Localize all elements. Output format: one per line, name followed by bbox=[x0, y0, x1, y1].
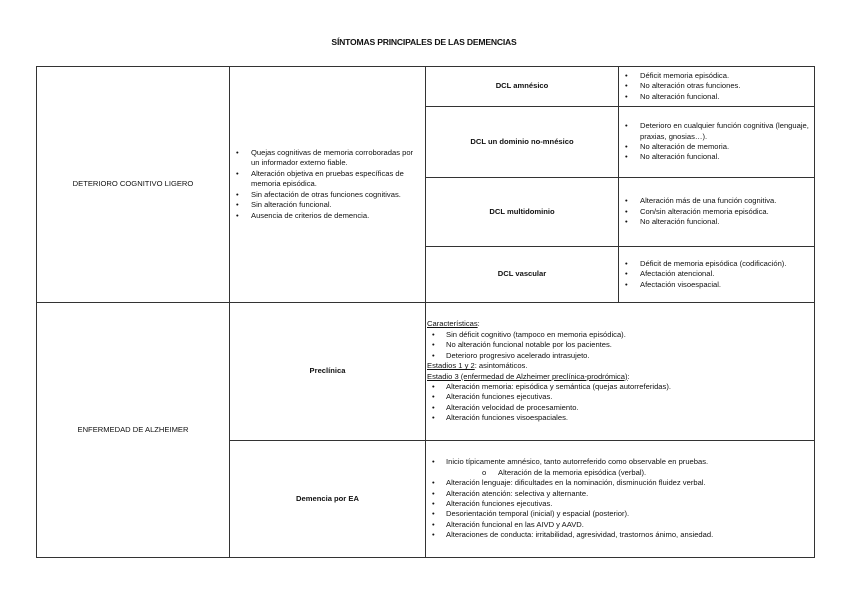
list-item: o Alteración de la memoria episódica (verbal). bbox=[426, 468, 814, 478]
subtype-name-cell bbox=[426, 178, 619, 247]
estadios12-heading: Estadios 1 y 2 bbox=[427, 361, 475, 371]
list-item: • Déficit memoria episódica. bbox=[619, 71, 812, 81]
list-item: • Alteración funciones ejecutivas. bbox=[426, 392, 812, 402]
subtype-name: DCL vascular bbox=[497, 269, 547, 279]
subtype-name: DCL multidominio bbox=[489, 206, 555, 216]
list-item: • No alteración funcional notable por los pacientes. bbox=[426, 340, 812, 350]
subtype-name: DCL un dominio no-mnésico bbox=[470, 136, 574, 146]
list-item: • Alteración funcional en las AIVD y AAVD. bbox=[426, 520, 812, 530]
stage-name-cell bbox=[230, 441, 426, 558]
stage-name-cell bbox=[230, 303, 426, 441]
list-item: • Alteración lenguaje: dificultades en la nominación, disminución fluidez verbal. bbox=[426, 478, 812, 488]
list-item: • Inicio típicamente amnésico, tanto autorreferido como observable en pruebas. bbox=[426, 457, 812, 467]
list-item: • Alteración atención: selectiva y alternante. bbox=[426, 489, 812, 499]
subtype-items-cell bbox=[619, 67, 815, 107]
list-item: • Alteración objetiva en pruebas específicas de memoria episódica. bbox=[230, 169, 423, 190]
list-item: • No alteración funcional. bbox=[619, 152, 812, 162]
list-item: • Deterioro progresivo acelerado intrasujeto. bbox=[426, 351, 812, 361]
stage-name-preclinica: Preclínica bbox=[309, 366, 346, 376]
estadio3-list bbox=[426, 382, 814, 424]
subtype-items-cell bbox=[619, 107, 815, 178]
dcl-name-cell bbox=[37, 67, 230, 303]
subtype-items-cell bbox=[619, 178, 815, 247]
subtype-items-list bbox=[619, 196, 814, 227]
alzheimer-name-cell bbox=[37, 303, 230, 558]
subtype-items-cell bbox=[619, 247, 815, 303]
subtype-name-cell bbox=[426, 107, 619, 178]
table-row bbox=[37, 303, 815, 441]
caracteristicas-heading: Características bbox=[427, 319, 478, 329]
stage-name-demencia: Demencia por EA bbox=[296, 493, 359, 503]
list-item: • Desorientación temporal (inicial) y espacial (posterior). bbox=[426, 509, 812, 519]
list-item: • Alteración memoria: episódica y semántica (quejas autorreferidas). bbox=[426, 382, 812, 392]
list-item: • Afectación atencional. bbox=[619, 269, 812, 279]
list-item: • Alteraciones de conducta: irritabilidad, agresividad, trastornos ánimo, ansiedad. bbox=[426, 530, 812, 540]
list-item: • No alteración de memoria. bbox=[619, 142, 812, 152]
list-item: • Alteración velocidad de procesamiento. bbox=[426, 403, 812, 413]
list-item: • Ausencia de criterios de demencia. bbox=[230, 211, 423, 221]
subtype-name-cell bbox=[426, 67, 619, 107]
subtype-items-list bbox=[619, 71, 814, 102]
list-item: • Sin alteración funcional. bbox=[230, 200, 423, 210]
estadios12-text: : asintomáticos. bbox=[474, 361, 528, 371]
list-item: • Sin afectación de otras funciones cognitivas. bbox=[230, 190, 423, 200]
demencia-list bbox=[426, 457, 814, 467]
list-item: • Afectación visoespacial. bbox=[619, 280, 812, 290]
list-item: • Con/sin alteración memoria episódica. bbox=[619, 207, 812, 217]
alzheimer-name: ENFERMEDAD DE ALZHEIMER bbox=[77, 424, 189, 434]
demencia-sublist bbox=[426, 468, 814, 478]
caracteristicas-list bbox=[426, 330, 814, 361]
list-item: • Alteración funciones ejecutivas. bbox=[426, 499, 812, 509]
subtype-items-list bbox=[619, 259, 814, 290]
list-item: • Alteración más de una función cognitiva. bbox=[619, 196, 812, 206]
table-row bbox=[37, 67, 815, 107]
subtype-name: DCL amnésico bbox=[495, 81, 549, 91]
demencia-details-cell bbox=[426, 441, 815, 558]
list-item: • Sin déficit cognitivo (tampoco en memoria episódica). bbox=[426, 330, 812, 340]
subtype-items-list bbox=[619, 121, 814, 163]
list-item: • Quejas cognitivas de memoria corroboradas por un informador externo fiable. bbox=[230, 148, 423, 169]
list-item: • Déficit de memoria episódica (codificación). bbox=[619, 259, 812, 269]
list-item: • Deterioro en cualquier función cognitiva (lenguaje, praxias, gnosias…). bbox=[619, 121, 812, 142]
preclinica-details-cell: Características: • Sin déficit cognitivo (tampoco en memoria episódica). • No alteración funcional notable por los pacientes. • Deterioro progresivo acelerado intrasujeto. Estadios 1 y 2: asintomáticos. Estadio 3 (enfermedad de Alzheimer preclínica-prodrómica): • Alteración memoria: episódica y semántica (quejas autorreferidas). • Alteración funciones ejecutivas. • Alteración velocidad de procesamiento. • Alteración funciones visoespaciales. bbox=[426, 303, 815, 441]
dementia-symptoms-table bbox=[36, 66, 815, 558]
demencia-list-rest bbox=[426, 478, 814, 540]
estadio3-heading: Estadio 3 (enfermedad de Alzheimer preclínica-prodrómica) bbox=[427, 371, 628, 381]
subtype-name-cell bbox=[426, 247, 619, 303]
list-item: • No alteración funcional. bbox=[619, 92, 812, 102]
list-item: • Alteración funciones visoespaciales. bbox=[426, 413, 812, 423]
page-title: SÍNTOMAS PRINCIPALES DE LAS DEMENCIAS bbox=[331, 37, 517, 47]
dcl-criteria-cell bbox=[230, 67, 426, 303]
list-item: • No alteración otras funciones. bbox=[619, 81, 812, 91]
dcl-name: DETERIORO COGNITIVO LIGERO bbox=[72, 179, 194, 189]
dcl-criteria-list bbox=[230, 148, 425, 221]
list-item: • No alteración funcional. bbox=[619, 217, 812, 227]
